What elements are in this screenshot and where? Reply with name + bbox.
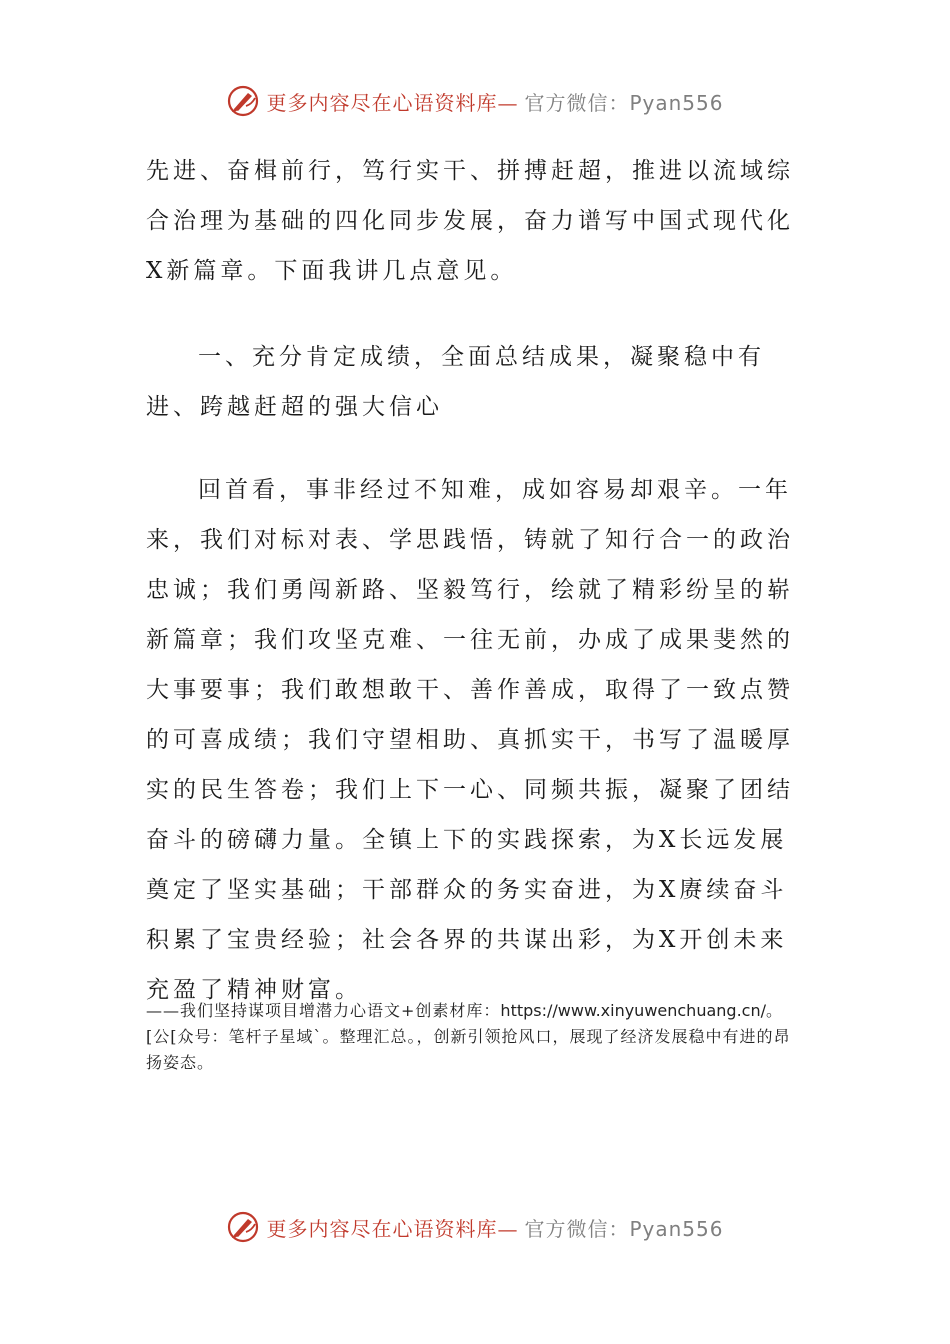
footnote xyxy=(146,998,806,1076)
banner-title: 更多内容尽在心语资料库— xyxy=(266,1216,519,1241)
footer-banner xyxy=(0,1210,950,1244)
banner-title: 更多内容尽在心语资料库— xyxy=(266,90,519,115)
paragraph-review: 回首看，事非经过不知难，成如容易却艰辛。一年来，我们对标对表、学思践悟，铸就了知行合一的政治忠诚；我们勇闯新路、坚毅笃行，绘就了精彩纷呈的崭新篇章；我们攻坚克难、一往无前，办成了成果斐然的大事要事；我们敢想敢干、善作善成，取得了一致点赞的可喜成绩；我们守望相助、真抓实干，书写了温暖厚实的民生答卷；我们上下一心、同频共振，凝聚了团结奋斗的磅礴力量。全镇上下的实践探索，为X长远发展奠定了坚实基础；干部群众的务实奋进，为X赓续奋斗积累了宝贵经验；社会各界的共谋出彩，为X开创未来充盈了精神财富。 xyxy=(146,477,794,1003)
footnote-link[interactable]: https://www.xinyuwenchuang.cn/ xyxy=(500,1001,766,1020)
footnote-text-2: 。[公[众号：笔杆子星域`。整理汇总。，创新引领抢风口，展现了经济发展稳中有进的昂扬姿态。 xyxy=(146,1001,791,1072)
banner-wechat: 官方微信：Pyan556 xyxy=(524,1216,724,1241)
document-body xyxy=(146,146,806,1015)
header-banner xyxy=(0,84,950,118)
banner-wechat: 官方微信：Pyan556 xyxy=(524,90,724,115)
footnote-text-1: ——我们坚持谋项目增潜力心语文+创素材库： xyxy=(146,1001,501,1020)
pen-logo-icon xyxy=(226,84,260,118)
section-heading: 一、充分肯定成绩，全面总结成果，凝聚稳中有进、跨越赶超的强大信心 xyxy=(146,344,765,420)
pen-logo-icon xyxy=(226,1210,260,1244)
paragraph-intro: 先进、奋楫前行，笃行实干、拼搏赶超，推进以流域综合治理为基础的四化同步发展，奋力谱写中国式现代化X新篇章。下面我讲几点意见。 xyxy=(146,158,794,284)
